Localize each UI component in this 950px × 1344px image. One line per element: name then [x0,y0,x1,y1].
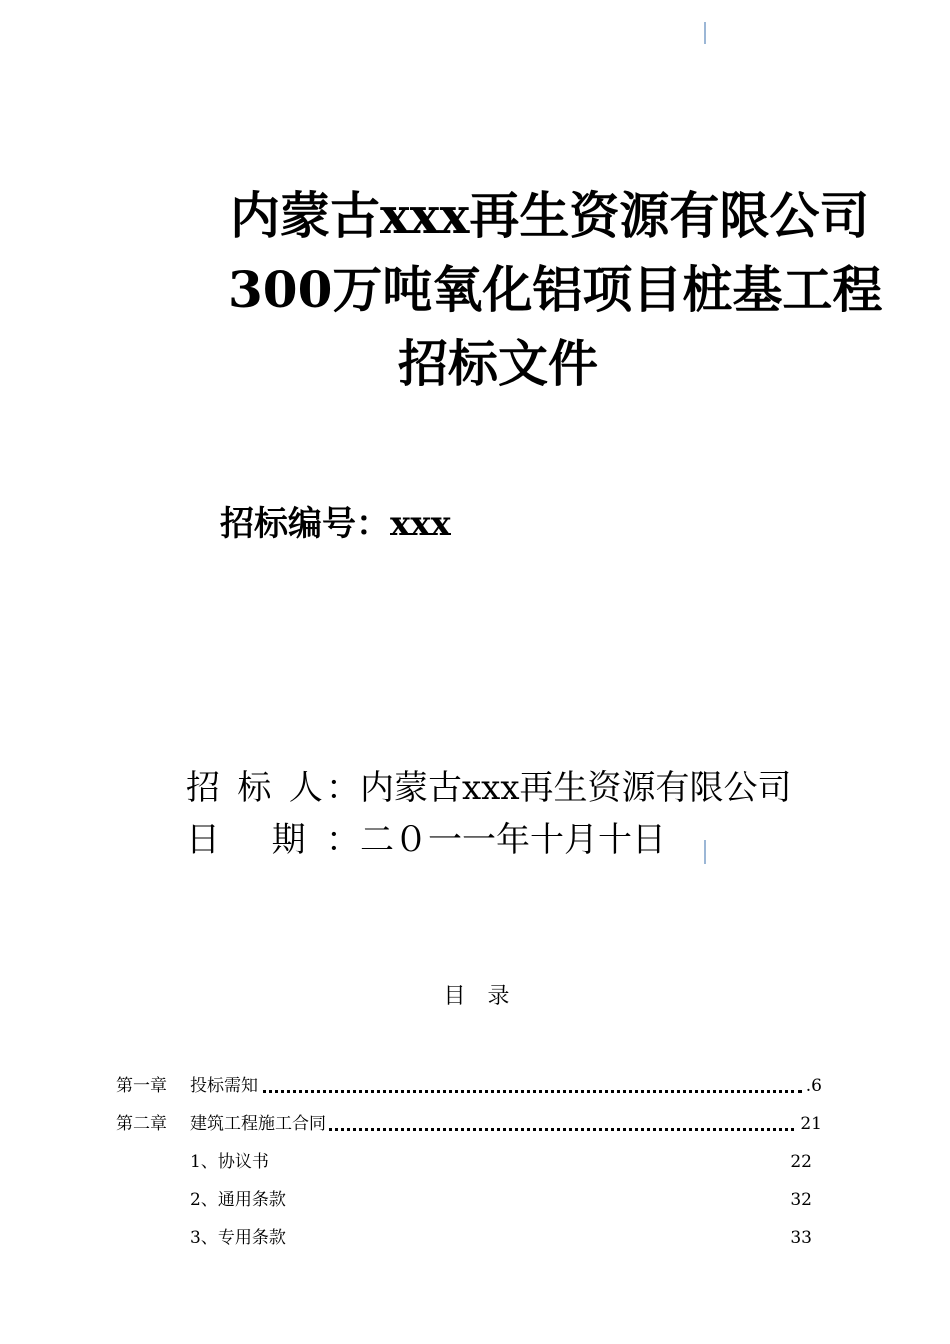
toc-page-number: .6 [804,1072,822,1100]
cursor-mark [704,22,706,44]
toc-subentry-name: 1、协议书 [190,1152,269,1172]
toc-subentry[interactable] [190,1148,812,1176]
cursor-mark [704,840,706,864]
toc-title: 目录 [443,984,532,1009]
toc-entry-name: 建筑工程施工合同 [190,1110,328,1138]
toc-page-number: 21 [798,1110,822,1138]
tenderer-value: 内蒙古xxx再生资源有限公司 [360,768,792,808]
tenderer-row [186,764,792,812]
toc-leader-dots [190,1090,802,1093]
toc-page-number: 22 [790,1152,812,1172]
bid-number: 招标编号：xxx [220,504,451,544]
toc-subentry-name: 2、通用条款 [190,1190,286,1210]
toc-page-number: 33 [790,1228,812,1248]
date-label: 日 期： [186,820,360,860]
date-value: 二０一一年十月十日 [360,820,666,860]
toc-entry-name: 投标需知 [190,1072,260,1100]
toc-chapter: 第一章 [116,1076,167,1096]
document-title-line-1: 内蒙古xxx再生资源有限公司 [230,186,870,245]
toc-subentry-name: 3、专用条款 [190,1228,286,1248]
document-title-line-2: 300万吨氧化铝项目桩基工程 [228,260,883,319]
tenderer-label: 招 标 人： [186,768,360,808]
toc-chapter: 第二章 [116,1114,167,1134]
toc-entry[interactable] [116,1110,822,1138]
toc-subentry[interactable] [190,1186,812,1214]
date-row [186,816,666,864]
toc-entry[interactable] [116,1072,822,1100]
toc-page-number: 32 [790,1190,812,1210]
toc-subentry[interactable] [190,1224,812,1252]
document-title-line-3: 招标文件 [398,334,598,393]
